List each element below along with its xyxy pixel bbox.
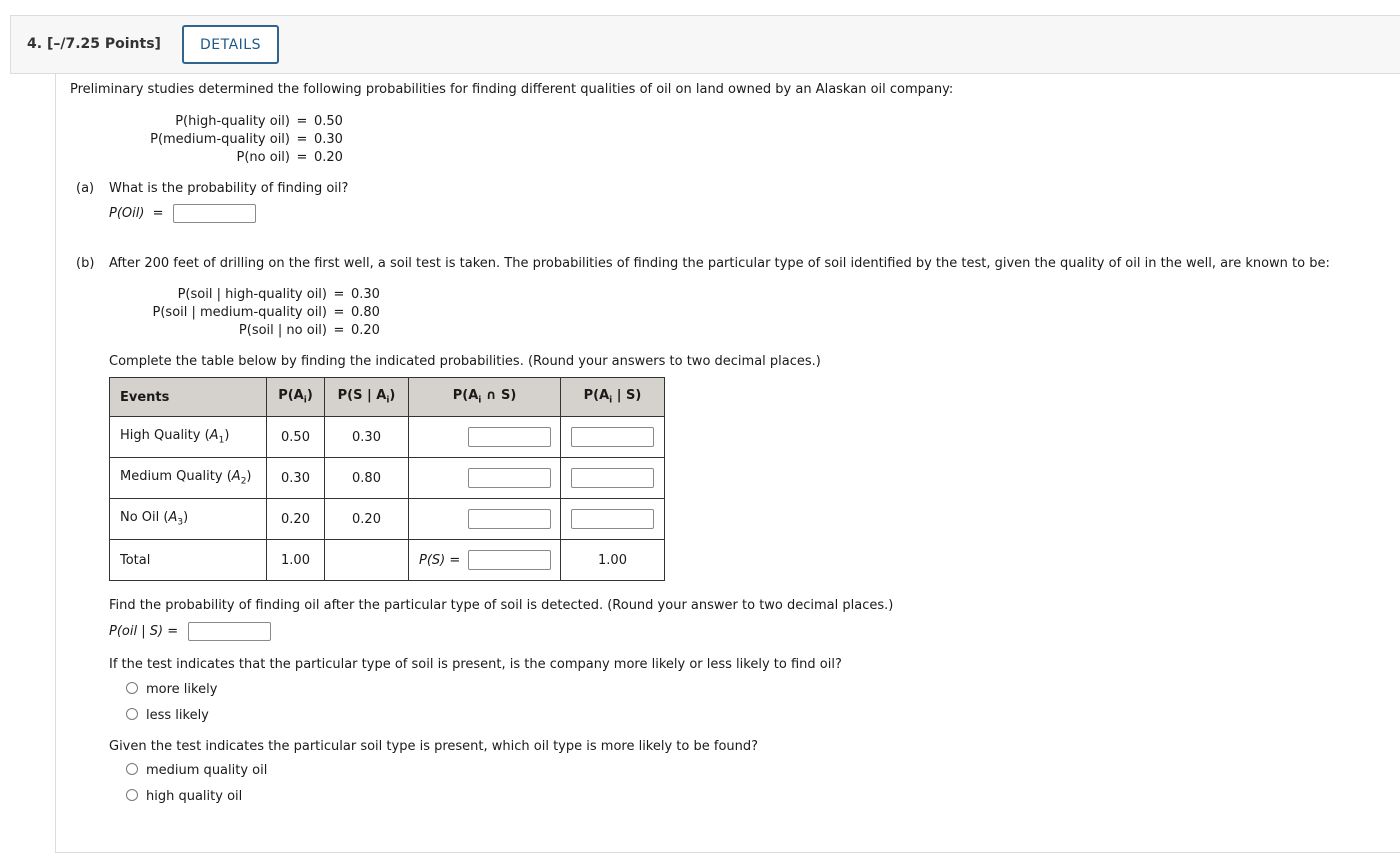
pa-given-s-high-cell [561,417,665,458]
table-total-row [110,540,665,581]
pa-none: 0.20 [267,499,325,540]
p-oil-input[interactable] [173,204,256,223]
psa-total [325,540,409,581]
pa-high: 0.50 [267,417,325,458]
pas-none-cell [409,499,561,540]
less-likely-radio[interactable] [126,708,138,720]
pas-none-input[interactable] [468,509,551,529]
pa-given-s-total: 1.00 [561,540,665,581]
medium-quality-radio[interactable] [126,763,138,775]
medium-quality-label[interactable]: medium quality oil [146,763,268,778]
find-instruction: Find the probability of finding oil after the particular type of soil is detected. (Round your answer to two decimal places.) [109,598,894,613]
table-row [110,417,665,458]
pas-high-cell [409,417,561,458]
part-a-question: What is the probability of finding oil? [109,181,349,196]
psa-high: 0.30 [325,417,409,458]
ps-cell [409,540,561,581]
probability-table [109,377,665,581]
pa-given-s-medium-input[interactable] [571,468,654,488]
header-events: Events [110,378,267,417]
ps-input[interactable] [468,550,551,570]
prior-line-medium: P(medium-quality oil) = 0.30 [150,132,343,147]
psa-none: 0.20 [325,499,409,540]
table-instruction: Complete the table below by finding the indicated probabilities. (Round your answers to two decimal places.) [109,354,821,369]
likely-question: If the test indicates that the particular type of soil is present, is the company more likely or less likely to find oil? [109,657,842,672]
table-row [110,458,665,499]
part-b-question: After 200 feet of drilling on the first well, a soil test is taken. The probabilities of finding the particular type of soil identified by the test, given the quality of oil in the well, are known to be: [109,256,1330,271]
pas-medium-input[interactable] [468,468,551,488]
pa-given-s-none-input[interactable] [571,509,654,529]
p-oil-label: P(Oil) = [109,206,164,221]
prior-line-high: P(high-quality oil) = 0.50 [175,114,343,129]
table-header-row [110,378,665,417]
event-none: No Oil $(A_3)$ [110,499,267,540]
pa-total: 1.00 [267,540,325,581]
pas-medium-cell [409,458,561,499]
event-medium: Medium Quality $(A_2)$ [110,458,267,499]
part-b-label: (b) [76,256,95,271]
intro-text: Preliminary studies determined the following probabilities for finding different qualities of oil on land owned by an Alaskan oil company: [70,82,954,97]
cond-line-none: P(soil | no oil) = 0.20 [238,323,380,338]
table-row [110,499,665,540]
details-button[interactable]: DETAILS [182,25,279,64]
high-quality-radio[interactable] [126,789,138,801]
header-pas: $P(A_i$ ∩ S) [409,378,561,417]
type-question: Given the test indicates the particular soil type is present, which oil type is more likely to be found? [109,739,759,754]
ps-label: P(S) = [419,552,461,568]
header-psa: P(S | $A_i$) [325,378,409,417]
cond-line-high: P(soil | high-quality oil) = 0.30 [177,287,380,302]
prior-line-none: P(no oil) = 0.20 [236,150,343,165]
pa-given-s-high-input[interactable] [571,427,654,447]
total-label: Total [110,540,267,581]
p-oil-given-s-input[interactable] [188,622,271,641]
header-pa-given-s: $P(A_i$ | S) [561,378,665,417]
pa-given-s-none-cell [561,499,665,540]
more-likely-radio[interactable] [126,682,138,694]
psa-medium: 0.80 [325,458,409,499]
pa-medium: 0.30 [267,458,325,499]
header-pa: $P(A_i)$ [267,378,325,417]
more-likely-label[interactable]: more likely [146,682,218,697]
question-title: 4. [–/7.25 Points] [27,36,161,52]
high-quality-label[interactable]: high quality oil [146,789,243,804]
pa-given-s-medium-cell [561,458,665,499]
question-header [10,15,1400,74]
p-oil-given-s-label: P(oil | S) = [109,624,179,639]
pas-high-input[interactable] [468,427,551,447]
part-a-label: (a) [76,181,95,196]
cond-line-medium: P(soil | medium-quality oil) = 0.80 [152,305,380,320]
event-high: High Quality $(A_1)$ [110,417,267,458]
less-likely-label[interactable]: less likely [146,708,209,723]
